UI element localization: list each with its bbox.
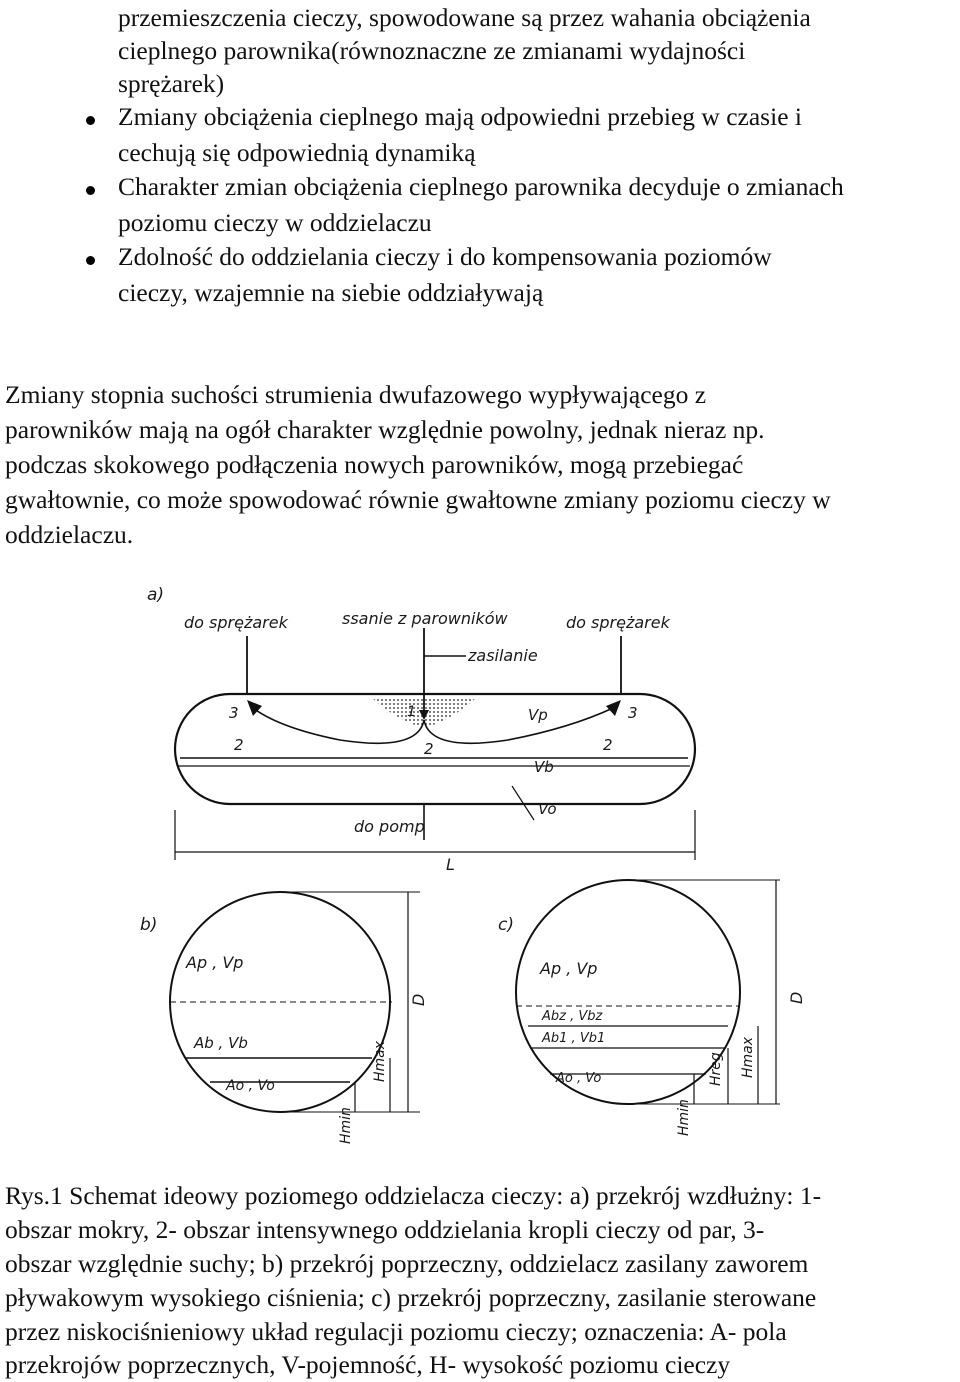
bullet-1-line-1: Zmiany obciążenia cieplnego mają odpowiedni przebieg w czasie i	[118, 102, 802, 131]
bullet-2-line-2: poziomu cieczy w oddzielaczu	[118, 208, 432, 237]
label-ap-vp: Ap , Vp	[186, 953, 244, 972]
label-ap-vp: Ap , Vp	[540, 959, 598, 978]
label-abz-vbz: Abz , Vbz	[542, 1009, 603, 1024]
panel-c	[498, 880, 806, 1136]
caption-line-5: przez niskociśnieniowy układ regulacji poziomu cieczy; oznaczenia: A- pola	[5, 1317, 787, 1346]
zone-2-right: 2	[603, 736, 613, 754]
paragraph-line-3: podczas skokowego podłączenia nowych parowników, mogą przebiegać	[5, 450, 744, 479]
label-ab-vb: Ab , Vb	[194, 1034, 248, 1052]
label-ao-vo: Ao , Vo	[556, 1071, 602, 1086]
zone-1: 1	[407, 704, 416, 720]
zone-3-left: 3	[229, 704, 239, 722]
caption-line-2: obszar mokry, 2- obszar intensywnego oddzielania kropli cieczy od par, 3-	[5, 1215, 765, 1244]
label-feed: zasilanie	[468, 646, 538, 665]
label-ao-vo: Ao , Vo	[226, 1078, 275, 1094]
label-hmin: Hmin	[338, 1107, 354, 1144]
caption-line-6: przekrojów poprzecznych, V-pojemność, H- wysokość poziomu cieczy	[5, 1350, 731, 1379]
label-vp: Vp	[528, 706, 548, 724]
label-d: D	[787, 991, 806, 1004]
label-vo: Vo	[538, 800, 557, 818]
bullet-3-line-1: Zdolność do oddzielania cieczy i do kompensowania poziomów	[118, 242, 772, 271]
caption-line-1: Rys.1 Schemat ideowy poziomego oddzielacza cieczy: a) przekrój wzdłużny: 1-	[5, 1181, 822, 1210]
paragraph-line-2: parowników mają na ogół charakter względnie powolny, jednak nieraz np.	[5, 415, 765, 444]
label-hmax: Hmax	[372, 1040, 388, 1082]
zone-2-left: 2	[234, 736, 244, 754]
caption-line-4: pływakowym wysokiego ciśnienia; c) przekrój poprzeczny, zasilanie sterowane	[5, 1283, 817, 1312]
label-vb: Vb	[534, 758, 554, 776]
label-hmax: Hmax	[740, 1036, 756, 1078]
intro-line-2: cieplnego parownika(równoznaczne ze zmianami wydajności	[118, 36, 746, 65]
label-length: L	[446, 855, 455, 874]
bullet-2-line-1: Charakter zmian obciążenia cieplnego parownika decyduje o zmianach	[118, 172, 844, 201]
separator-schematic-figure	[0, 570, 960, 1170]
bullet-dot	[86, 116, 95, 125]
bullet-3-line-2: cieczy, wzajemnie na siebie oddziaływają	[118, 278, 544, 307]
label-to-pumps: do pomp	[354, 817, 425, 836]
wet-zone-1	[372, 698, 476, 728]
cross-section-circle	[516, 880, 740, 1104]
arrow-up-right-icon	[606, 700, 621, 716]
paragraph-line-1: Zmiany stopnia suchości strumienia dwufazowego wypływającego z	[5, 380, 707, 409]
zone-3-right: 3	[628, 704, 638, 722]
label-to-compressors-right: do sprężarek	[566, 613, 670, 632]
label-d: D	[409, 993, 428, 1006]
intro-line-3: sprężarek)	[118, 69, 225, 98]
bullet-dot	[86, 186, 95, 195]
label-ab1-vb1: Ab1 , Vb1	[542, 1031, 606, 1046]
intro-line-1: przemieszczenia cieczy, spowodowane są przez wahania obciążenia	[118, 3, 811, 32]
paragraph-line-4: gwałtownie, co może spowodować równie gwałtowne zmiany poziomu cieczy w	[5, 485, 831, 514]
panel-b	[140, 892, 428, 1144]
panel-b-label: b)	[140, 915, 158, 935]
caption-line-3: obszar względnie suchy; b) przekrój poprzeczny, oddzielacz zasilany zaworem	[5, 1249, 809, 1278]
panel-a-label: a)	[147, 585, 165, 605]
paragraph-line-5: oddzielaczu.	[5, 520, 134, 549]
label-hreg: Hreg	[708, 1052, 724, 1086]
label-to-compressors-left: do sprężarek	[184, 613, 288, 632]
panel-c-label: c)	[498, 915, 514, 935]
zone-2-center: 2	[424, 740, 434, 758]
label-suction: ssanie z parowników	[342, 609, 508, 628]
arrow-up-left-icon	[247, 700, 262, 716]
panel-a	[147, 585, 695, 874]
bullet-1-line-2: cechują się odpowiednią dynamiką	[118, 138, 476, 167]
bullet-dot	[86, 256, 95, 265]
label-hmin: Hmin	[676, 1099, 692, 1136]
